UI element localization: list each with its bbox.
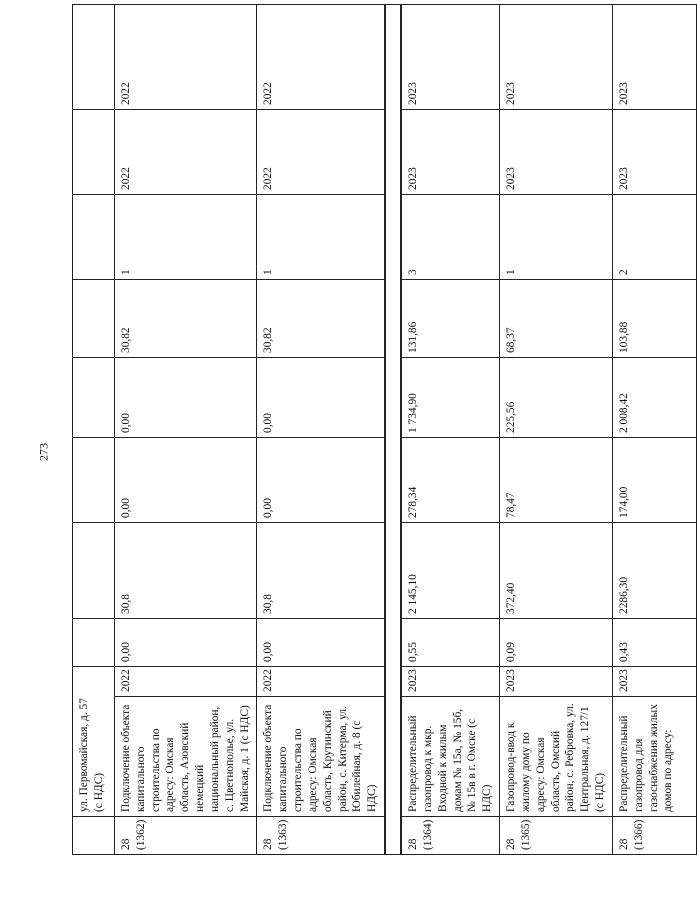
value-cell xyxy=(73,110,115,195)
value-cell: 3 xyxy=(401,195,499,280)
year-cell: 2023 xyxy=(401,667,499,697)
page-number: 273 xyxy=(36,443,51,461)
rotated-table-container xyxy=(72,5,675,855)
value-cell: 2286,30 xyxy=(612,523,696,619)
value-cell xyxy=(73,358,115,438)
value-cell: 2023 xyxy=(401,110,499,195)
value-cell: 0,55 xyxy=(401,619,499,667)
value-cell xyxy=(73,5,115,110)
object-name-cell: ул. Первомайская, д. 57 (с НДС) xyxy=(73,667,115,817)
table-row xyxy=(612,5,696,855)
value-cell: 2 xyxy=(612,195,696,280)
value-cell: 225,56 xyxy=(500,358,613,438)
row-number-cell: 28 (1363) xyxy=(257,817,385,855)
object-name-cell: Распределительный газопровод для газоснабжения жилых домов по адресу: xyxy=(612,697,696,817)
value-cell: 0,09 xyxy=(500,619,613,667)
object-name-cell: Подключение объекта капитального строительства по адресу: Омская область, Азовский немецкий национальный район, с. Цветнополье, ул. Майская, д. 1 (с НДС) xyxy=(115,697,257,817)
table-row xyxy=(115,5,257,855)
table-row xyxy=(73,5,115,855)
value-cell: 30,8 xyxy=(257,523,385,619)
value-cell: 0,00 xyxy=(115,619,257,667)
value-cell: 2023 xyxy=(500,5,613,110)
value-cell: 174,00 xyxy=(612,438,696,523)
value-cell: 372,40 xyxy=(500,523,613,619)
row-number-cell xyxy=(73,817,115,855)
value-cell: 2023 xyxy=(401,5,499,110)
value-cell: 30,82 xyxy=(115,280,257,358)
value-cell: 2022 xyxy=(115,5,257,110)
value-cell: 30,8 xyxy=(115,523,257,619)
year-cell: 2023 xyxy=(612,667,696,697)
value-cell: 2023 xyxy=(612,110,696,195)
value-cell: 2 145,10 xyxy=(401,523,499,619)
row-number-cell: 28 (1365) xyxy=(500,817,613,855)
table-row xyxy=(257,5,385,855)
value-cell xyxy=(73,195,115,280)
object-name-cell: Распределительный газопровод к мкр. Входной к жилым домам № 15а, № 15б, № 15в в г. Омске (с НДС) xyxy=(401,697,499,817)
value-cell: 0,00 xyxy=(115,358,257,438)
value-cell: 68,37 xyxy=(500,280,613,358)
value-cell: 0,00 xyxy=(257,619,385,667)
value-cell: 2 008,42 xyxy=(612,358,696,438)
object-name-cell: Газопровод-ввод к жилому дому по адресу: Омская область, Омский район, с. Ребровка, ул. Центральная, д. 127/1 (с НДС) xyxy=(500,697,613,817)
year-cell: 2022 xyxy=(257,667,385,697)
row-number-cell: 28 (1362) xyxy=(115,817,257,855)
section-gap xyxy=(385,5,401,855)
value-cell: 2023 xyxy=(500,110,613,195)
gap-cell xyxy=(385,5,401,817)
data-table xyxy=(72,4,697,855)
value-cell: 2022 xyxy=(257,110,385,195)
value-cell: 1 xyxy=(257,195,385,280)
table-row xyxy=(401,5,499,855)
value-cell: 278,34 xyxy=(401,438,499,523)
row-number-cell: 28 (1364) xyxy=(401,817,499,855)
value-cell xyxy=(73,280,115,358)
gap-cell xyxy=(385,817,401,855)
value-cell: 78,47 xyxy=(500,438,613,523)
value-cell: 0,00 xyxy=(257,358,385,438)
value-cell: 131,86 xyxy=(401,280,499,358)
value-cell xyxy=(73,523,115,619)
value-cell: 0,00 xyxy=(257,438,385,523)
value-cell: 0,43 xyxy=(612,619,696,667)
value-cell: 1 xyxy=(115,195,257,280)
table-row xyxy=(500,5,613,855)
row-number-cell: 28 (1366) xyxy=(612,817,696,855)
value-cell: 0,00 xyxy=(115,438,257,523)
value-cell: 2022 xyxy=(257,5,385,110)
value-cell xyxy=(73,438,115,523)
value-cell: 2023 xyxy=(612,5,696,110)
value-cell: 2022 xyxy=(115,110,257,195)
value-cell xyxy=(73,619,115,667)
year-cell: 2022 xyxy=(115,667,257,697)
value-cell: 1 xyxy=(500,195,613,280)
value-cell: 1 734,90 xyxy=(401,358,499,438)
value-cell: 30,82 xyxy=(257,280,385,358)
value-cell: 103,88 xyxy=(612,280,696,358)
object-name-cell: Подключение объекта капитального строительства по адресу: Омская область, Крутинский район, с. Китерма, ул. Юбилейная, д. 8 (с НДС) xyxy=(257,697,385,817)
year-cell: 2023 xyxy=(500,667,613,697)
